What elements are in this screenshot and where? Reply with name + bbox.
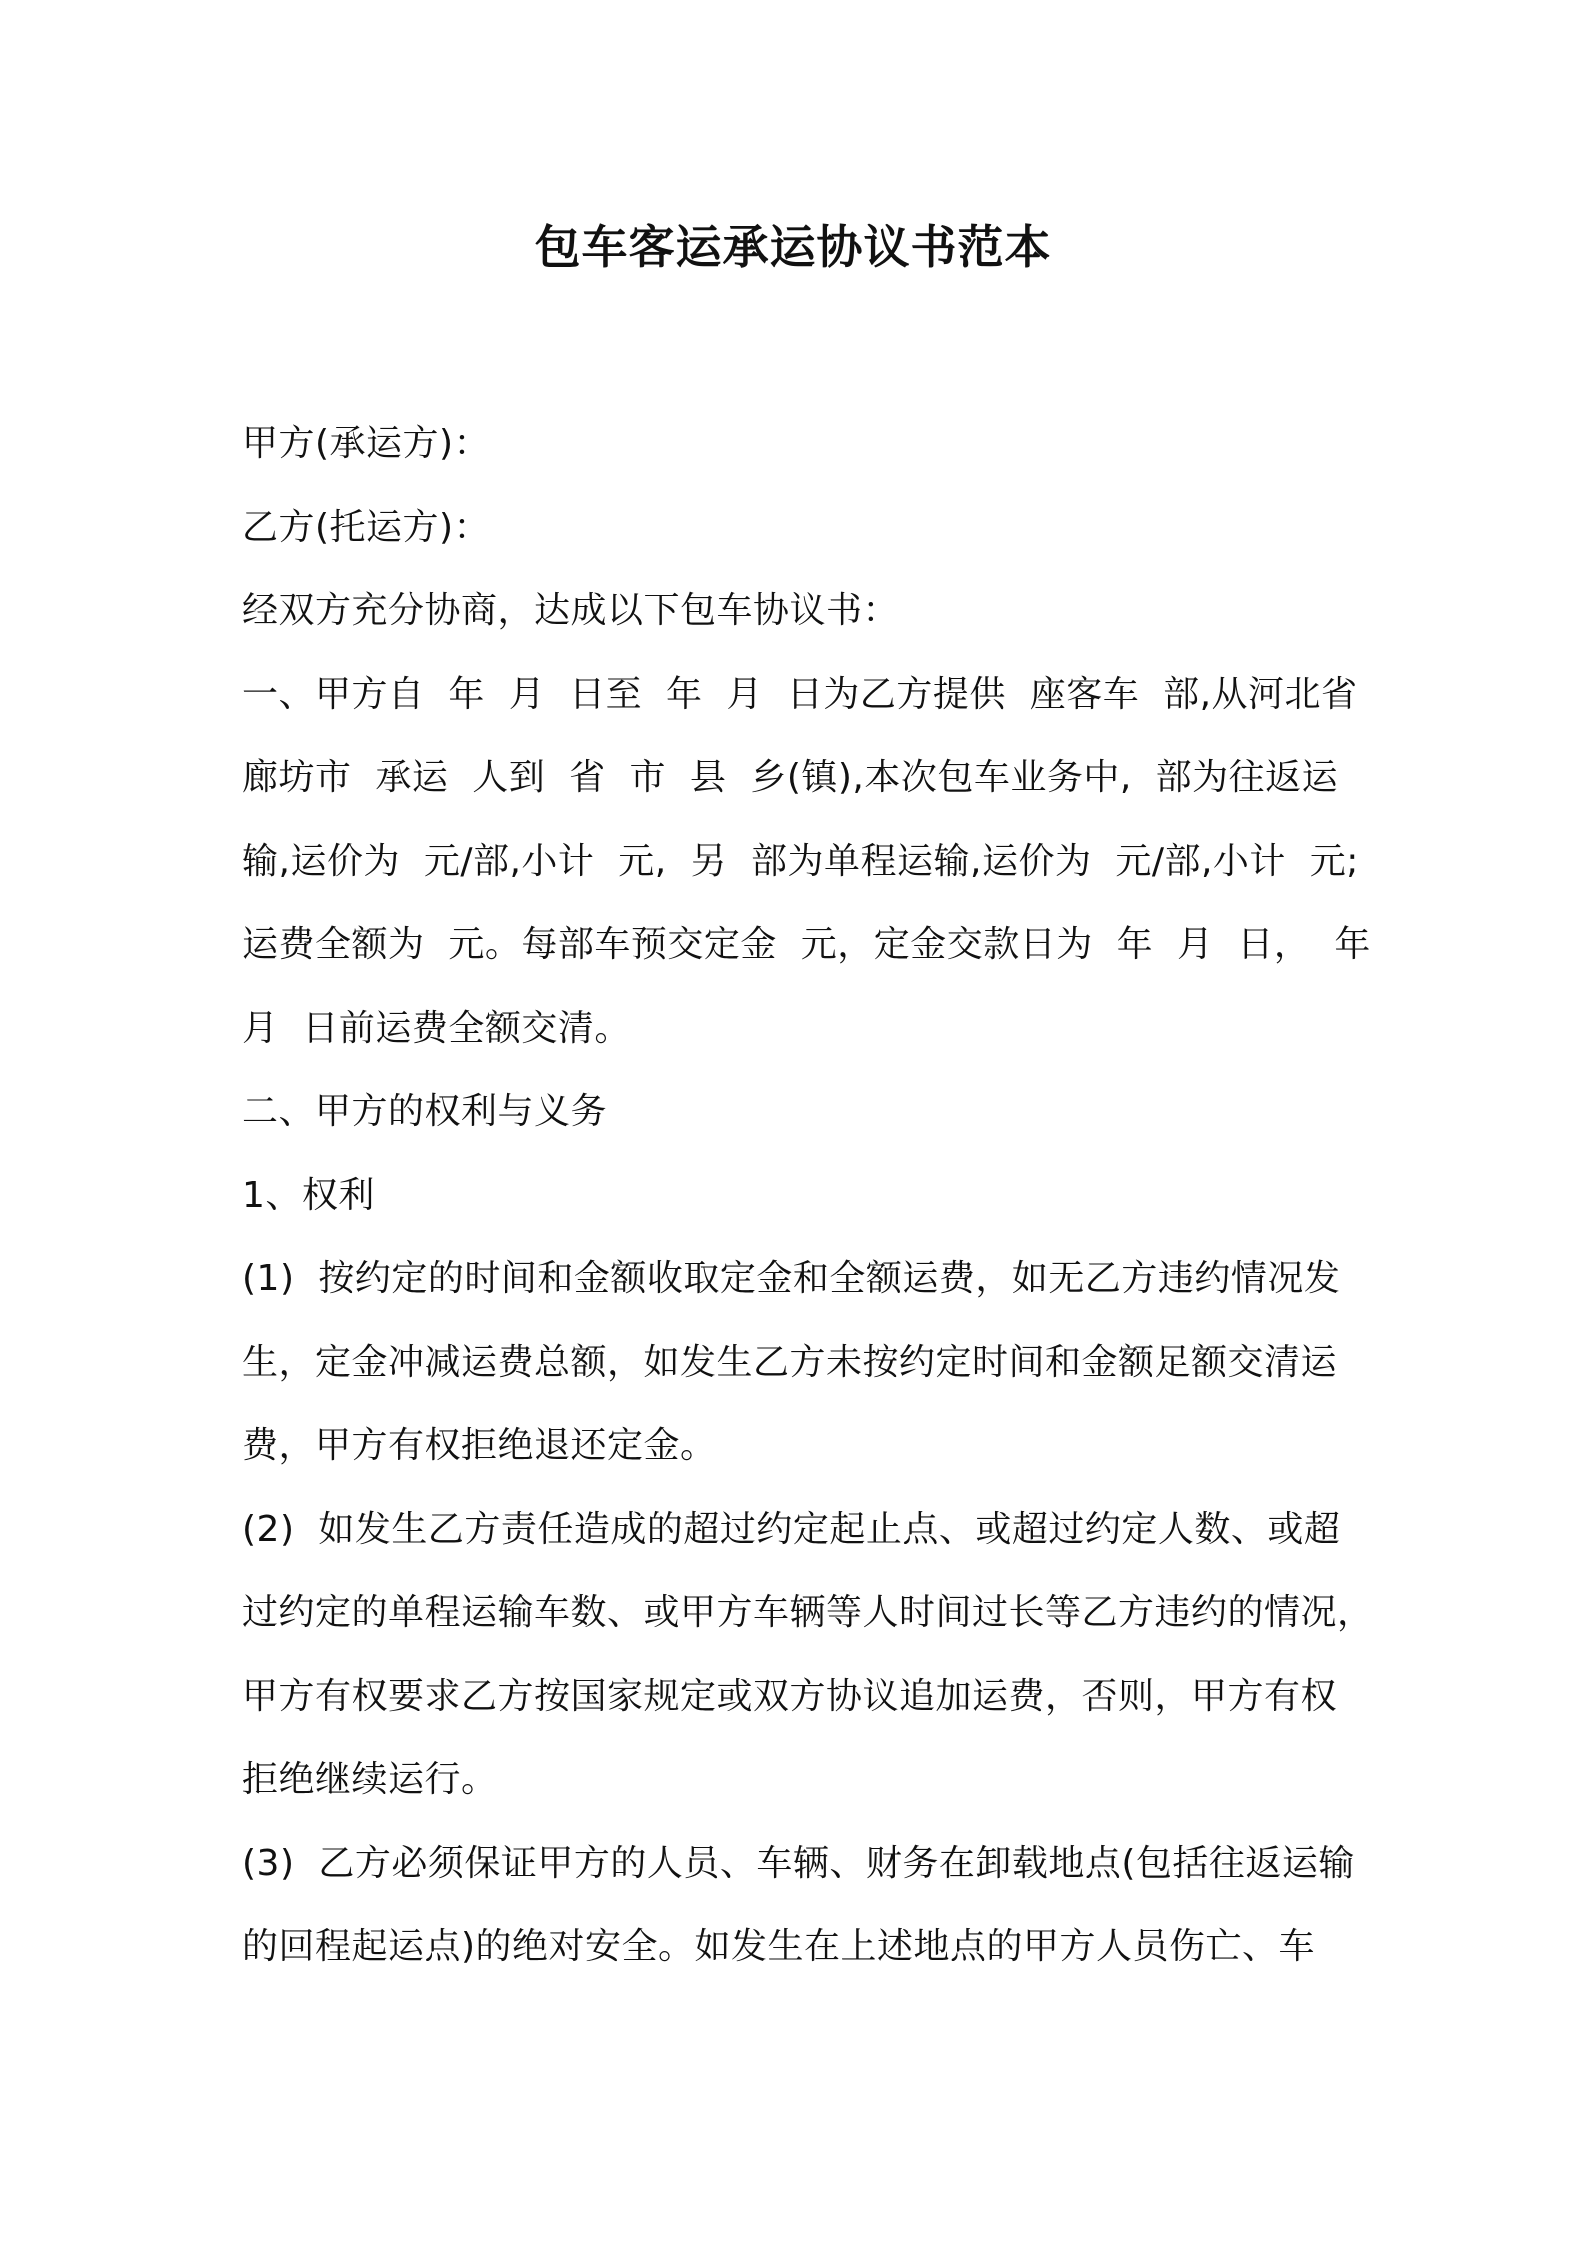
paragraph-line: 生，定金冲减运费总额，如发生乙方未按约定时间和金额足额交清运	[242, 1341, 1338, 1383]
paragraph-line: 拒绝继续运行。	[242, 1759, 498, 1800]
document-title: 包车客运承运协议书范本	[534, 220, 1052, 274]
paragraph-line: (2) 如发生乙方责任造成的超过约定起止点、或超过约定人数、或超	[242, 1508, 1341, 1550]
paragraph-line: 输,运价为 元/部,小计 元, 另 部为单程运输,运价为 元/部,小计 元;	[242, 840, 1359, 882]
paragraph-line: 费，甲方有权拒绝退还定金。	[242, 1425, 717, 1466]
paragraph-line: 甲方有权要求乙方按国家规定或双方协议追加运费，否则，甲方有权	[242, 1675, 1338, 1717]
paragraph-line: (1) 按约定的时间和金额收取定金和全额运费，如无乙方违约情况发	[242, 1258, 1341, 1299]
paragraph-line: 一、甲方自 年 月 日至 年 月 日为乙方提供 座客车 部,从河北省	[242, 673, 1358, 715]
paragraph-line: 运费全额为 元。每部车预交定金 元，定金交款日为 年 月 日， 年	[242, 924, 1371, 965]
paragraph-line: 月 日前运费全额交清。	[242, 1007, 631, 1049]
paragraph-line: 甲方(承运方)：	[242, 423, 491, 464]
paragraph-line: 的回程起运点)的绝对安全。如发生在上述地点的甲方人员伤亡、车	[242, 1926, 1316, 1967]
paragraph-line: 过约定的单程运输车数、或甲方车辆等人时间过长等乙方违约的情况，	[242, 1592, 1374, 1633]
paragraph-line: 廊坊市 承运 人到 省 市 县 乡(镇),本次包车业务中, 部为往返运	[242, 757, 1339, 798]
section-heading: 二、甲方的权利与义务	[242, 1091, 608, 1132]
paragraph-line: 乙方(托运方)：	[242, 506, 491, 548]
subsection-heading: 1、权利	[242, 1174, 375, 1216]
document-body	[242, 402, 1374, 1989]
paragraph-line: (3) 乙方必须保证甲方的人员、车辆、财务在卸载地点(包括往返运输	[242, 1842, 1355, 1884]
paragraph-line: 经双方充分协商，达成以下包车协议书：	[242, 590, 900, 631]
